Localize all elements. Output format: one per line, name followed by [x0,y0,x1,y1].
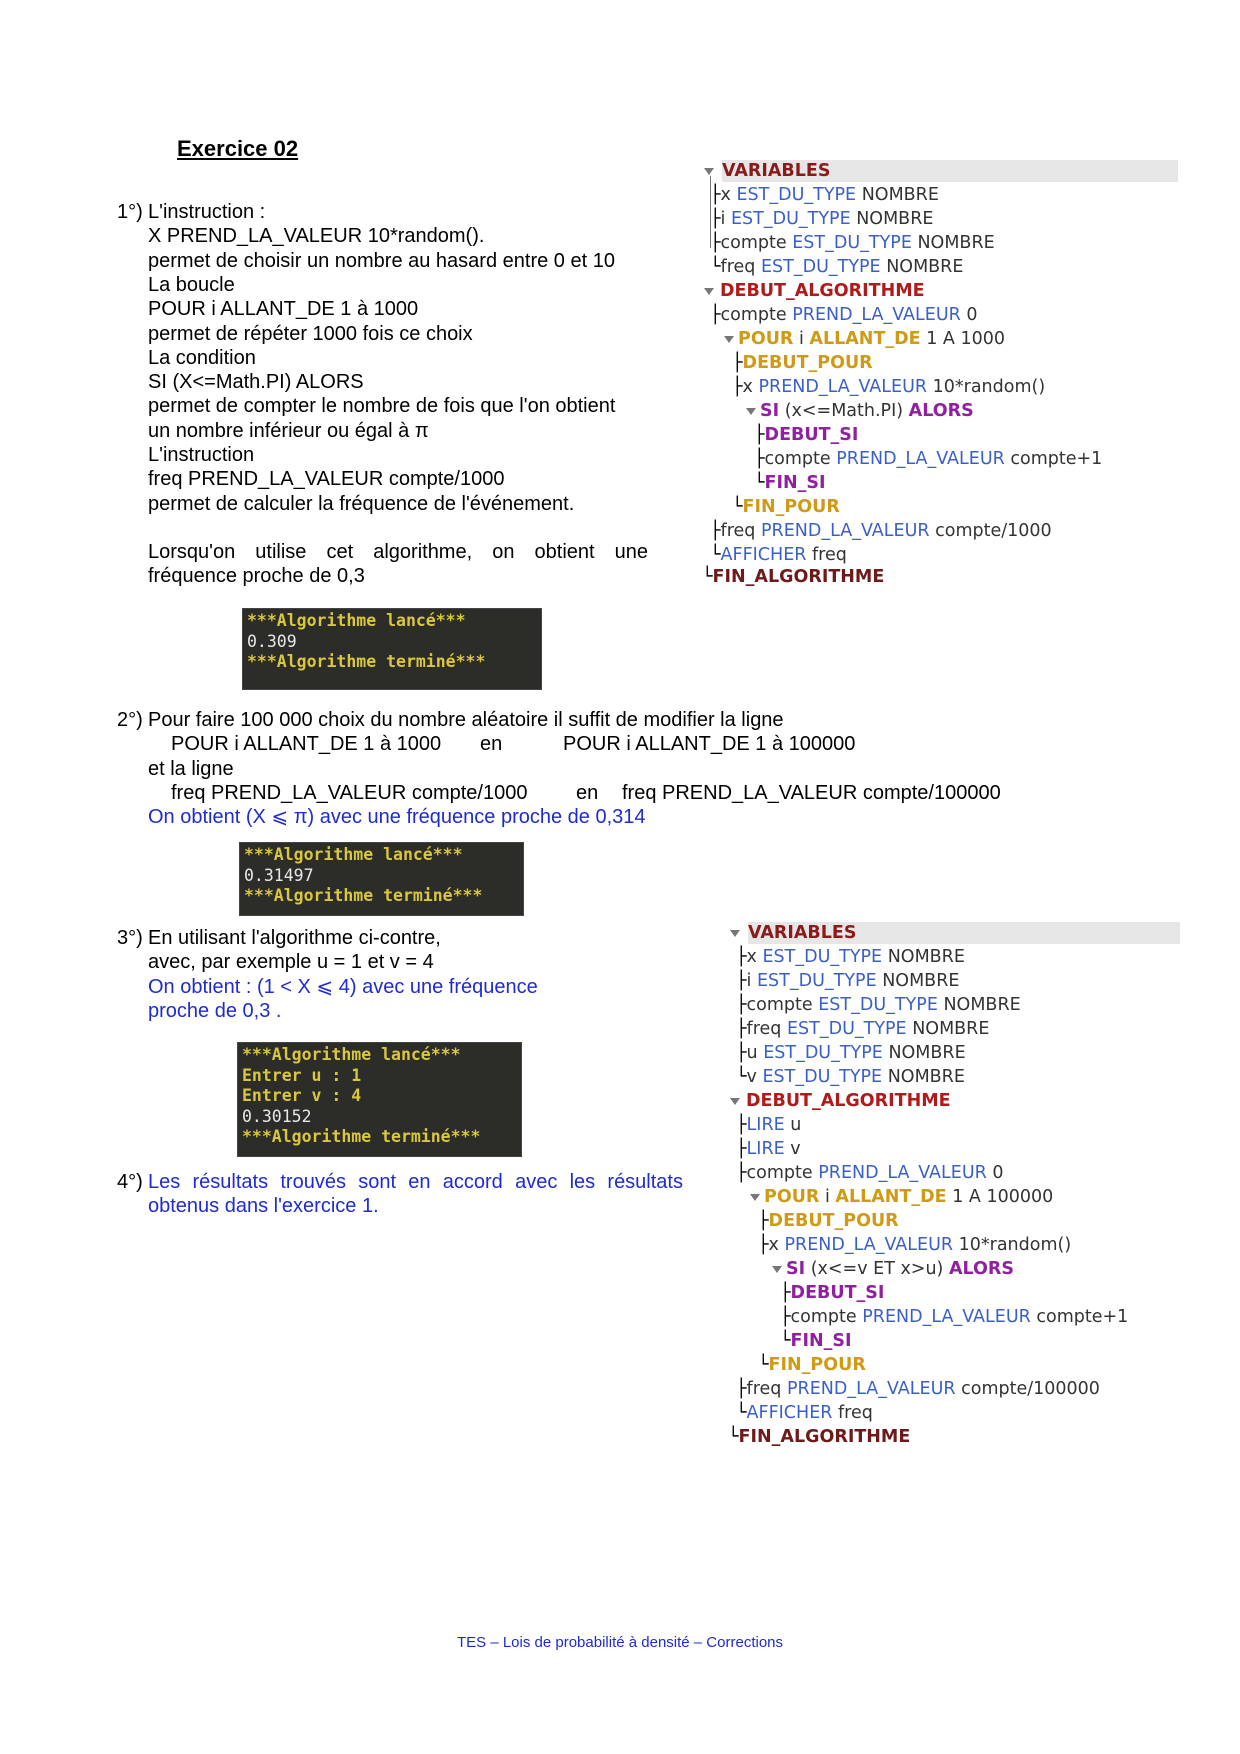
pour-row: POUR i ALLANT_DE 1 A 1000 [738,329,1005,349]
lire-row: ├LIRE v [736,1139,801,1159]
si-row: SI (x<=v ET x>u) ALORS [786,1259,1014,1279]
var-row: ├i EST_DU_TYPE NOMBRE [736,971,960,991]
inc-row: ├compte PREND_LA_VALEUR compte+1 [780,1307,1129,1327]
var-row: ├x EST_DU_TYPE NOMBRE [736,947,965,967]
terminal-line: 0.309 [247,631,297,651]
question-number: 4°) [117,1171,143,1193]
afficher-row: └AFFICHER freq [736,1403,873,1423]
lire-row: ├LIRE u [736,1115,802,1135]
collapse-triangle-icon[interactable] [772,1266,782,1273]
variables-header: VARIABLES [722,161,831,181]
var-row: └freq EST_DU_TYPE NOMBRE [710,257,964,277]
q4-line-text: obtenus dans l'exercice 1. [148,1195,379,1218]
assign-row: ├x PREND_LA_VALEUR 10*random() [758,1235,1072,1255]
collapse-triangle-icon[interactable] [724,336,734,343]
debut-algorithme: DEBUT_ALGORITHME [746,1091,951,1111]
freq-row: ├freq PREND_LA_VALEUR compte/100000 [736,1379,1100,1399]
terminal-line: Entrer v : 4 [242,1086,362,1105]
terminal-output [237,1042,522,1157]
q1-line: permet de choisir un nombre au hasard entre 0 et 10 [148,249,615,272]
q2-from: POUR i ALLANT_DE 1 à 1000 [171,733,442,756]
assign-row: ├x PREND_LA_VALEUR 10*random() [732,377,1046,397]
terminal-line: ***Algorithme terminé*** [247,652,486,671]
si-row: SI (x<=Math.PI) ALORS [760,401,974,421]
collapse-triangle-icon[interactable] [746,408,756,415]
terminal-line: ***Algorithme lancé*** [247,611,466,630]
q1-line: L'instruction [148,444,255,466]
afficher-row: └AFFICHER freq [710,545,847,565]
q1-line: permet de calculer la fréquence de l'événement. [148,492,575,515]
q2-en: en [576,781,599,804]
q2-from: freq PREND_LA_VALEUR compte/1000 [171,781,528,804]
q2-result: On obtient (X ⩽ π) avec une fréquence proche de 0,314 [148,806,646,829]
q1-line: freq PREND_LA_VALEUR compte/1000 [148,468,505,491]
var-row: ├freq EST_DU_TYPE NOMBRE [736,1019,990,1039]
algorithm-tree-1 [702,160,1180,590]
q1-line: L'instruction : [148,201,266,223]
fin-si: └FIN_SI [780,1331,852,1351]
collapse-triangle-icon[interactable] [730,1098,740,1105]
q3-line: avec, par exemple u = 1 et v = 4 [148,951,434,974]
q1-line: POUR i ALLANT_DE 1 à 1000 [148,298,419,321]
var-row: ├x EST_DU_TYPE NOMBRE [710,185,939,205]
q2-en: en [480,733,503,756]
q1-conclusion-line: fréquence proche de 0,3 [148,565,365,588]
q1-line: X PREND_LA_VALEUR 10*random(). [148,225,485,248]
fin-algorithme: └FIN_ALGORITHME [702,567,885,587]
var-row: ├compte EST_DU_TYPE NOMBRE [710,233,995,253]
question-number: 2°) [117,709,143,731]
q1-line: La boucle [148,273,235,296]
terminal-line: 0.30152 [242,1106,312,1126]
debut-si: ├DEBUT_SI [780,1283,885,1303]
variables-header: VARIABLES [748,923,857,943]
debut-algorithme: DEBUT_ALGORITHME [720,281,925,301]
fin-algorithme: └FIN_ALGORITHME [728,1427,911,1447]
var-row: ├u EST_DU_TYPE NOMBRE [736,1043,966,1063]
collapse-triangle-icon[interactable] [704,288,714,295]
terminal-line: 0.31497 [244,865,314,885]
q3-line: En utilisant l'algorithme ci-contre, [148,927,441,949]
q4-line [148,1194,379,1218]
debut-pour: ├DEBUT_POUR [732,353,873,373]
q3-result: proche de 0,3 . [148,999,282,1022]
terminal-line: Entrer u : 1 [242,1065,362,1085]
fin-pour: └FIN_POUR [758,1355,866,1375]
q3-result: On obtient : (1 < X ⩽ 4) avec une fréquence [148,975,538,998]
page-footer: TES – Lois de probabilité à densité – Corrections [456,1634,783,1651]
terminal-line: ***Algorithme terminé*** [244,886,483,905]
fin-si: └FIN_SI [754,473,826,493]
q2-line: Pour faire 100 000 choix du nombre aléatoire il suffit de modifier la ligne [148,709,784,731]
var-row: └v EST_DU_TYPE NOMBRE [736,1067,965,1087]
question-number: 1°) [117,201,143,223]
question-number: 3°) [117,927,143,949]
collapse-triangle-icon[interactable] [704,168,714,175]
collapse-triangle-icon[interactable] [750,1194,760,1201]
terminal-line: ***Algorithme terminé*** [242,1127,481,1146]
q1-conclusion-line: Lorsqu'on utilise cet algorithme, on obtient une [148,541,648,563]
q1-line: permet de répéter 1000 fois ce choix [148,322,473,345]
q2-line: et la ligne [148,757,234,780]
terminal-line: ***Algorithme lancé*** [244,845,463,864]
fin-pour: └FIN_POUR [732,497,840,517]
algorithm-tree-2 [728,922,1180,1462]
terminal-line: ***Algorithme lancé*** [242,1045,461,1064]
q1-line: un nombre inférieur ou égal à π [148,419,429,442]
q1-line: SI (X<=Math.PI) ALORS [148,371,364,394]
debut-si: ├DEBUT_SI [754,425,859,445]
q4-line: Les résultats trouvés sont en accord avec les résultats [148,1171,683,1193]
debut-pour: ├DEBUT_POUR [758,1211,899,1231]
init-row: ├compte PREND_LA_VALEUR 0 [736,1163,1004,1183]
q2-to: freq PREND_LA_VALEUR compte/100000 [622,781,1001,804]
inc-row: ├compte PREND_LA_VALEUR compte+1 [754,449,1103,469]
collapse-triangle-icon[interactable] [730,930,740,937]
q1-line: permet de compter le nombre de fois que l'on obtient [148,395,616,418]
q1-line: La condition [148,346,256,369]
init-row: ├compte PREND_LA_VALEUR 0 [710,305,978,325]
freq-row: ├freq PREND_LA_VALEUR compte/1000 [710,521,1052,541]
pour-row: POUR i ALLANT_DE 1 A 100000 [764,1187,1054,1207]
terminal-output [239,842,524,916]
exercise-title: Exercice 02 [177,136,299,161]
q2-to: POUR i ALLANT_DE 1 à 100000 [563,733,856,756]
var-row: ├i EST_DU_TYPE NOMBRE [710,209,934,229]
terminal-output [242,608,542,690]
var-row: ├compte EST_DU_TYPE NOMBRE [736,995,1021,1015]
